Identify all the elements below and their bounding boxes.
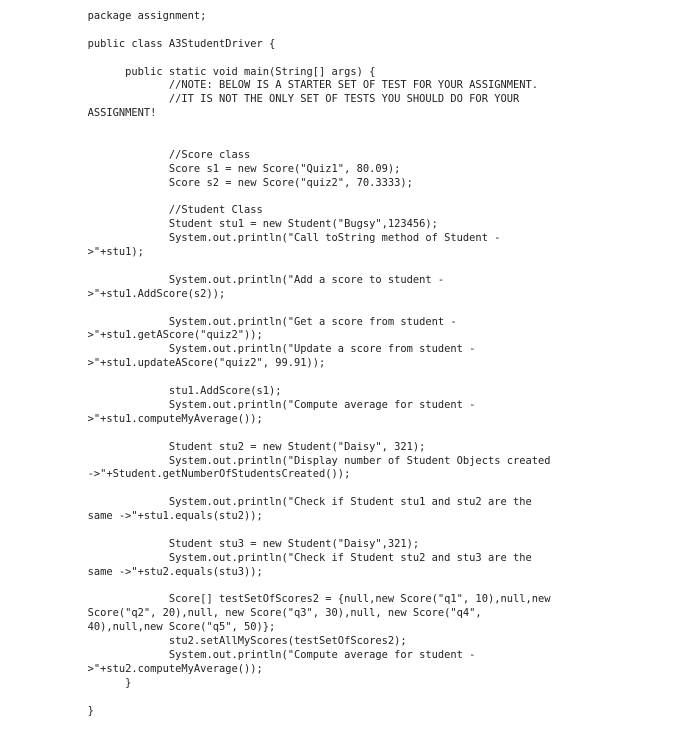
code-line: //Student Class (0, 204, 263, 217)
code-line: ASSIGNMENT! (0, 107, 157, 120)
code-line: package assignment; (0, 10, 207, 22)
code-line: >"+stu1.updateAScore("quiz2", 99.91)); (0, 357, 326, 370)
code-line: ->"+Student.getNumberOfStudentsCreated()); (0, 468, 351, 481)
code-line: public static void main(String[] args) { (0, 65, 376, 78)
code-line: System.out.println("Add a score to student - (0, 273, 445, 286)
code-line: } (0, 704, 94, 717)
code-line: Student stu3 = new Student("Daisy",321); (0, 537, 420, 550)
code-line: Student stu2 = new Student("Daisy", 321); (0, 440, 426, 453)
code-line: 40),null,new Score("q5", 50)}; (0, 621, 276, 634)
code-line: >"+stu1.getAScore("quiz2")); (0, 329, 263, 342)
code-line: >"+stu1.AddScore(s2)); (0, 287, 226, 300)
code-line: Score("q2", 20),null, new Score("q3", 30),null, new Score("q4", (0, 607, 482, 620)
code-line: //IT IS NOT THE ONLY SET OF TESTS YOU SHOULD DO FOR YOUR (0, 93, 520, 106)
code-line: System.out.println("Update a score from student - (0, 343, 476, 356)
code-line (0, 121, 693, 135)
code-line: //NOTE: BELOW IS A STARTER SET OF TEST FOR YOUR ASSIGNMENT. (0, 79, 538, 92)
code-line (0, 691, 693, 705)
code-line (0, 580, 693, 594)
code-line (0, 191, 693, 205)
code-line: Score s2 = new Score("quiz2", 70.3333); (0, 176, 413, 189)
code-line: >"+stu1); (0, 246, 144, 259)
code-line (0, 371, 693, 385)
code-document (0, 10, 693, 718)
code-line (0, 260, 693, 274)
code-line (0, 427, 693, 441)
code-line: same ->"+stu1.equals(stu2)); (0, 510, 263, 523)
code-line: System.out.println("Call toString method of Student - (0, 232, 501, 245)
code-line (0, 135, 693, 149)
code-line: >"+stu2.computeMyAverage()); (0, 662, 263, 675)
code-line: System.out.println("Check if Student stu1 and stu2 are the (0, 496, 532, 509)
code-line: same ->"+stu2.equals(stu3)); (0, 565, 263, 578)
code-line: System.out.println("Get a score from student - (0, 315, 457, 328)
code-line: //Score class (0, 148, 251, 161)
code-line: System.out.println("Check if Student stu2 and stu3 are the (0, 551, 532, 564)
code-line (0, 302, 693, 316)
code-line (0, 524, 693, 538)
code-line: System.out.println("Display number of Student Objects created (0, 454, 551, 467)
code-line: } (0, 676, 132, 689)
code-line: Student stu1 = new Student("Bugsy",123456); (0, 218, 438, 231)
code-line: >"+stu1.computeMyAverage()); (0, 412, 263, 425)
code-line: public class A3StudentDriver { (0, 37, 276, 50)
code-line (0, 52, 693, 66)
code-line: stu1.AddScore(s1); (0, 385, 282, 398)
code-line: System.out.println("Compute average for student - (0, 648, 476, 661)
code-line: stu2.setAllMyScores(testSetOfScores2); (0, 635, 407, 648)
code-line: System.out.println("Compute average for student - (0, 398, 476, 411)
code-line: Score s1 = new Score("Quiz1", 80.09); (0, 162, 401, 175)
code-line (0, 482, 693, 496)
code-line (0, 24, 693, 38)
code-line: Score[] testSetOfScores2 = {null,new Score("q1", 10),null,new (0, 593, 551, 606)
